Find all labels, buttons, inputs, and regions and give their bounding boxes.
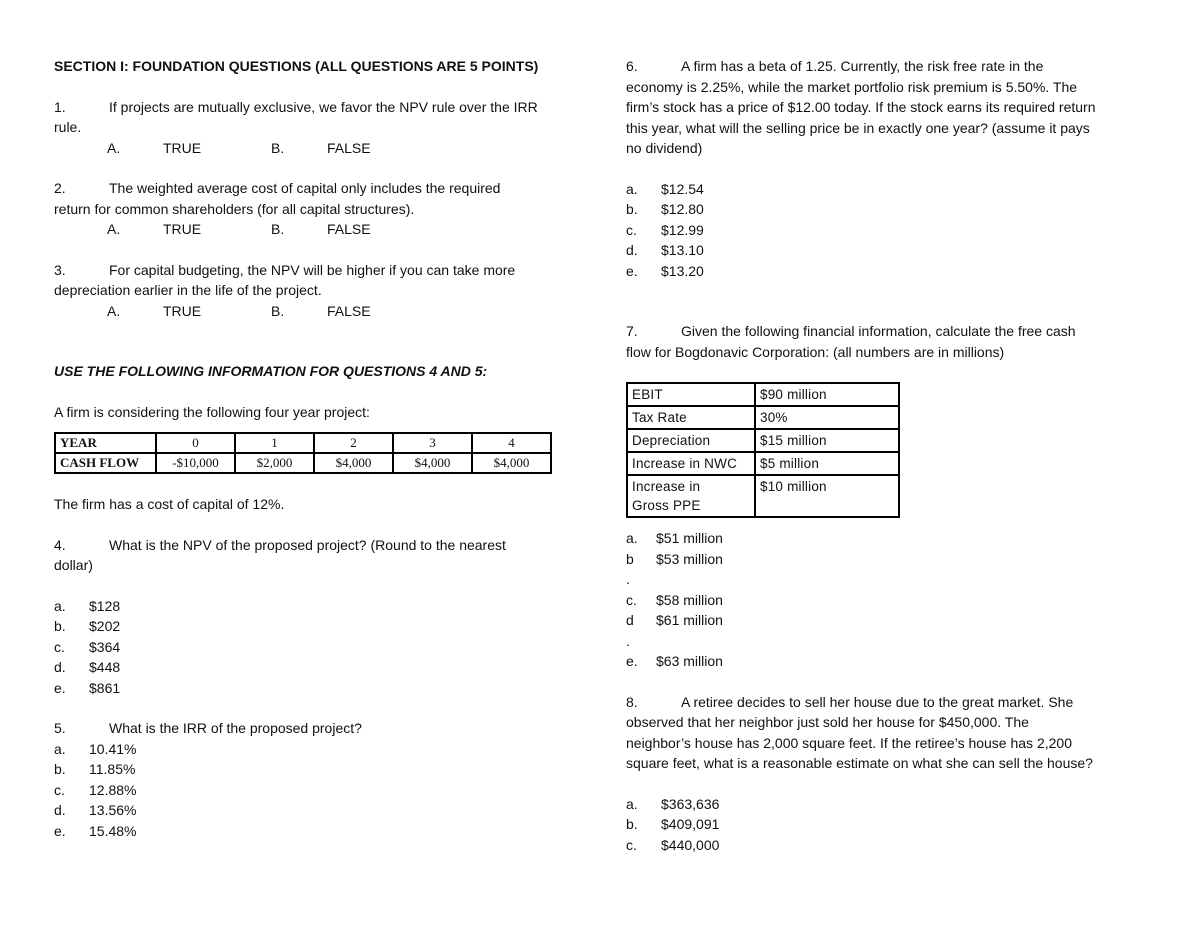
option-true[interactable]: TRUE xyxy=(163,302,202,319)
year-cell: 3 xyxy=(393,433,472,453)
option-b[interactable]: b $53 million xyxy=(626,550,723,567)
question-text: If projects are mutually exclusive, we favor the NPV rule over the IRR xyxy=(109,98,538,115)
question-7 xyxy=(626,321,1156,672)
question-text: The weighted average cost of capital only includes the required xyxy=(109,180,501,196)
cash-flow-table xyxy=(54,432,552,474)
year-cell: 4 xyxy=(472,433,551,453)
year-cell: 0 xyxy=(156,433,235,453)
option-c[interactable]: c. $12.99 xyxy=(626,221,704,238)
option-e[interactable]: e. 15.48% xyxy=(54,822,137,839)
year-cell: 1 xyxy=(235,433,314,453)
option-true[interactable]: TRUE xyxy=(163,139,202,156)
option-d[interactable]: d. $448 xyxy=(54,659,121,675)
option-e[interactable]: e. $63 million xyxy=(626,653,723,669)
left-column xyxy=(54,56,584,841)
option-false[interactable]: FALSE xyxy=(327,302,371,319)
option-d[interactable]: d. 13.56% xyxy=(54,802,137,818)
question-text: A retiree decides to sell her house due to the great market. She xyxy=(681,693,1074,710)
question-text-cont: neighbor’s house has 2,000 square feet. If the retiree’s house has 2,200 xyxy=(626,734,1072,751)
option-c[interactable]: c. $364 xyxy=(54,638,121,655)
question-text-cont: economy is 2.25%, while the market portfolio risk premium is 5.50%. The xyxy=(626,78,1078,95)
option-a[interactable]: a. $128 xyxy=(54,597,121,614)
option-b-key[interactable]: B. xyxy=(271,221,285,237)
option-a[interactable]: a. $12.54 xyxy=(626,180,704,197)
question-4 xyxy=(54,535,584,699)
option-true[interactable]: TRUE xyxy=(163,221,202,237)
option-a[interactable]: a. $363,636 xyxy=(626,795,720,812)
info-heading: USE THE FOLLOWING INFORMATION FOR QUESTIONS 4 AND 5: xyxy=(54,363,488,379)
question-text: What is the IRR of the proposed project? xyxy=(109,720,362,736)
question-text-cont: no dividend) xyxy=(626,140,703,156)
option-a-key[interactable]: A. xyxy=(107,302,121,319)
question-text-cont: flow for Bogdonavic Corporation: (all numbers are in millions) xyxy=(626,343,1005,360)
option-e[interactable]: e. $861 xyxy=(54,679,121,696)
project-intro: A firm is considering the following four year project: xyxy=(54,403,370,420)
question-number: 7. xyxy=(626,323,638,339)
cash-flow-label: CASH FLOW xyxy=(55,453,156,473)
cash-flow-cell: $2,000 xyxy=(235,453,314,473)
year-label: YEAR xyxy=(55,433,156,453)
option-a-key[interactable]: A. xyxy=(107,139,121,156)
right-column xyxy=(626,56,1156,855)
question-3 xyxy=(54,260,584,322)
cash-flow-cell: $4,000 xyxy=(314,453,393,473)
true-false-options xyxy=(54,138,584,159)
option-b[interactable]: b. $409,091 xyxy=(626,816,720,832)
option-b[interactable]: b. 11.85% xyxy=(54,761,136,777)
option-false[interactable]: FALSE xyxy=(327,221,371,237)
option-d-dot: . xyxy=(626,632,630,649)
section-title: SECTION I: FOUNDATION QUESTIONS (ALL QUESTIONS ARE 5 POINTS) xyxy=(54,58,539,74)
option-e[interactable]: e. $13.20 xyxy=(626,262,704,279)
question-text: Given the following financial information, calculate the free cash xyxy=(681,323,1076,339)
question-text: For capital budgeting, the NPV will be higher if you can take more xyxy=(109,261,516,278)
cost-of-capital: The firm has a cost of capital of 12%. xyxy=(54,496,285,512)
question-text: A firm has a beta of 1.25. Currently, the risk free rate in the xyxy=(681,58,1044,74)
option-c[interactable]: c. 12.88% xyxy=(54,781,137,798)
option-a-key[interactable]: A. xyxy=(107,221,121,237)
question-text-cont: return for common shareholders (for all capital structures). xyxy=(54,200,415,217)
question-number: 6. xyxy=(626,58,638,74)
question-number: 2. xyxy=(54,180,66,196)
question-text-cont: firm’s stock has a price of $12.00 today. If the stock earns its required return xyxy=(626,99,1096,115)
question-number: 5. xyxy=(54,720,66,736)
question-text-cont: rule. xyxy=(54,119,82,135)
option-b-key[interactable]: B. xyxy=(271,139,285,156)
question-text-cont: depreciation earlier in the life of the project. xyxy=(54,282,322,298)
question-number: 3. xyxy=(54,261,66,278)
option-c[interactable]: c. $58 million xyxy=(626,591,723,608)
option-b-dot: . xyxy=(626,571,630,587)
true-false-options xyxy=(54,301,584,322)
option-a[interactable]: a. 10.41% xyxy=(54,740,137,757)
table-row: EBIT $90 million xyxy=(627,383,899,406)
true-false-options xyxy=(54,219,584,240)
cash-flow-cell: -$10,000 xyxy=(156,453,235,473)
option-d[interactable]: d. $13.10 xyxy=(626,242,704,258)
financial-info-table xyxy=(626,382,900,518)
question-8 xyxy=(626,692,1156,856)
option-b-key[interactable]: B. xyxy=(271,302,285,319)
question-5 xyxy=(54,718,584,841)
question-1 xyxy=(54,97,584,159)
option-c[interactable]: c. $440,000 xyxy=(626,836,720,853)
year-cell: 2 xyxy=(314,433,393,453)
question-text-cont: square feet, what is a reasonable estimate on what she can sell the house? xyxy=(626,755,1093,771)
option-b[interactable]: b. $12.80 xyxy=(626,201,704,217)
question-6 xyxy=(626,56,1156,281)
question-text-cont: observed that her neighbor just sold her house for $450,000. The xyxy=(626,714,1029,730)
cash-flow-cell: $4,000 xyxy=(472,453,551,473)
question-text-cont: dollar) xyxy=(54,557,93,573)
option-b[interactable]: b. $202 xyxy=(54,618,121,634)
option-false[interactable]: FALSE xyxy=(327,139,371,156)
question-text-cont: this year, what will the selling price be in exactly one year? (assume it pays xyxy=(626,119,1090,136)
table-row: Tax Rate 30% xyxy=(627,406,899,429)
table-row: Increase in Gross PPE $10 million xyxy=(627,475,899,517)
table-row: Increase in NWC $5 million xyxy=(627,452,899,475)
question-2 xyxy=(54,178,584,240)
cash-flow-cell: $4,000 xyxy=(393,453,472,473)
option-a[interactable]: a. $51 million xyxy=(626,530,723,546)
question-number: 8. xyxy=(626,693,638,710)
question-number: 1. xyxy=(54,98,66,115)
question-text: What is the NPV of the proposed project? (Round to the nearest xyxy=(109,536,506,553)
table-row: Depreciation $15 million xyxy=(627,429,899,452)
option-d[interactable]: d $61 million xyxy=(626,612,723,628)
table-row-cash-flow xyxy=(55,453,551,473)
table-row-year xyxy=(55,433,551,453)
question-number: 4. xyxy=(54,536,66,553)
